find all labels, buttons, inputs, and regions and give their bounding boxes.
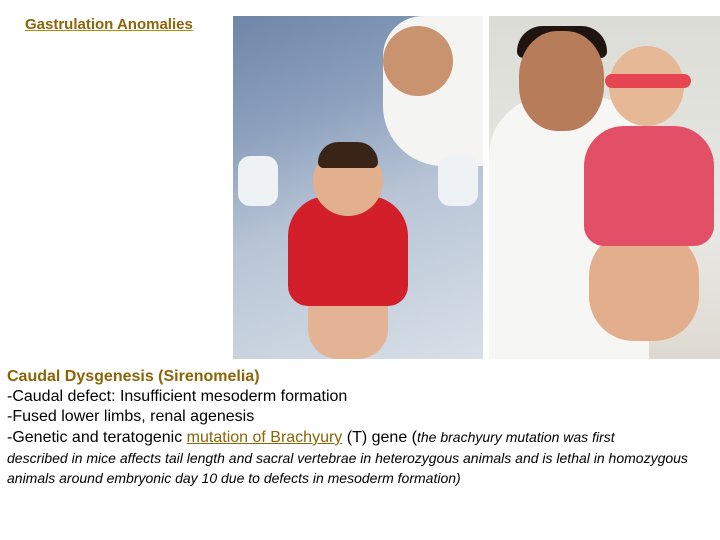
bullet-3-prefix: -Genetic and teratogenic xyxy=(7,429,187,446)
fused-legs xyxy=(589,231,699,341)
photo-left xyxy=(233,16,483,359)
bullet-3-mid: (T) gene ( xyxy=(342,429,417,446)
bullet-1: -Caudal defect: Insufficient mesoderm formation xyxy=(7,388,348,405)
brachyury-link[interactable]: mutation of Brachyury xyxy=(186,429,343,446)
italic-note: described in mice affects tail length and sacral vertebrae in heterozygous animals and is lethal in homozygous animals around embryonic day 10 due to defects in mesoderm formation) xyxy=(7,450,688,486)
bullet-3-italic: the brachyury mutation was first xyxy=(416,429,615,445)
photo-right xyxy=(489,16,720,359)
body-text xyxy=(7,367,713,488)
section-heading: Caudal Dysgenesis (Sirenomelia) xyxy=(7,368,260,385)
pink-dress xyxy=(584,126,714,246)
page-title: Gastrulation Anomalies xyxy=(25,16,193,33)
glove-right xyxy=(438,156,478,206)
bullet-3 xyxy=(7,427,713,448)
headband xyxy=(605,74,691,88)
doctor-head xyxy=(519,31,604,131)
glove-left xyxy=(238,156,278,206)
baby-hair xyxy=(318,142,378,168)
bullet-2: -Fused lower limbs, renal agenesis xyxy=(7,408,255,425)
doctor-head xyxy=(383,26,453,96)
